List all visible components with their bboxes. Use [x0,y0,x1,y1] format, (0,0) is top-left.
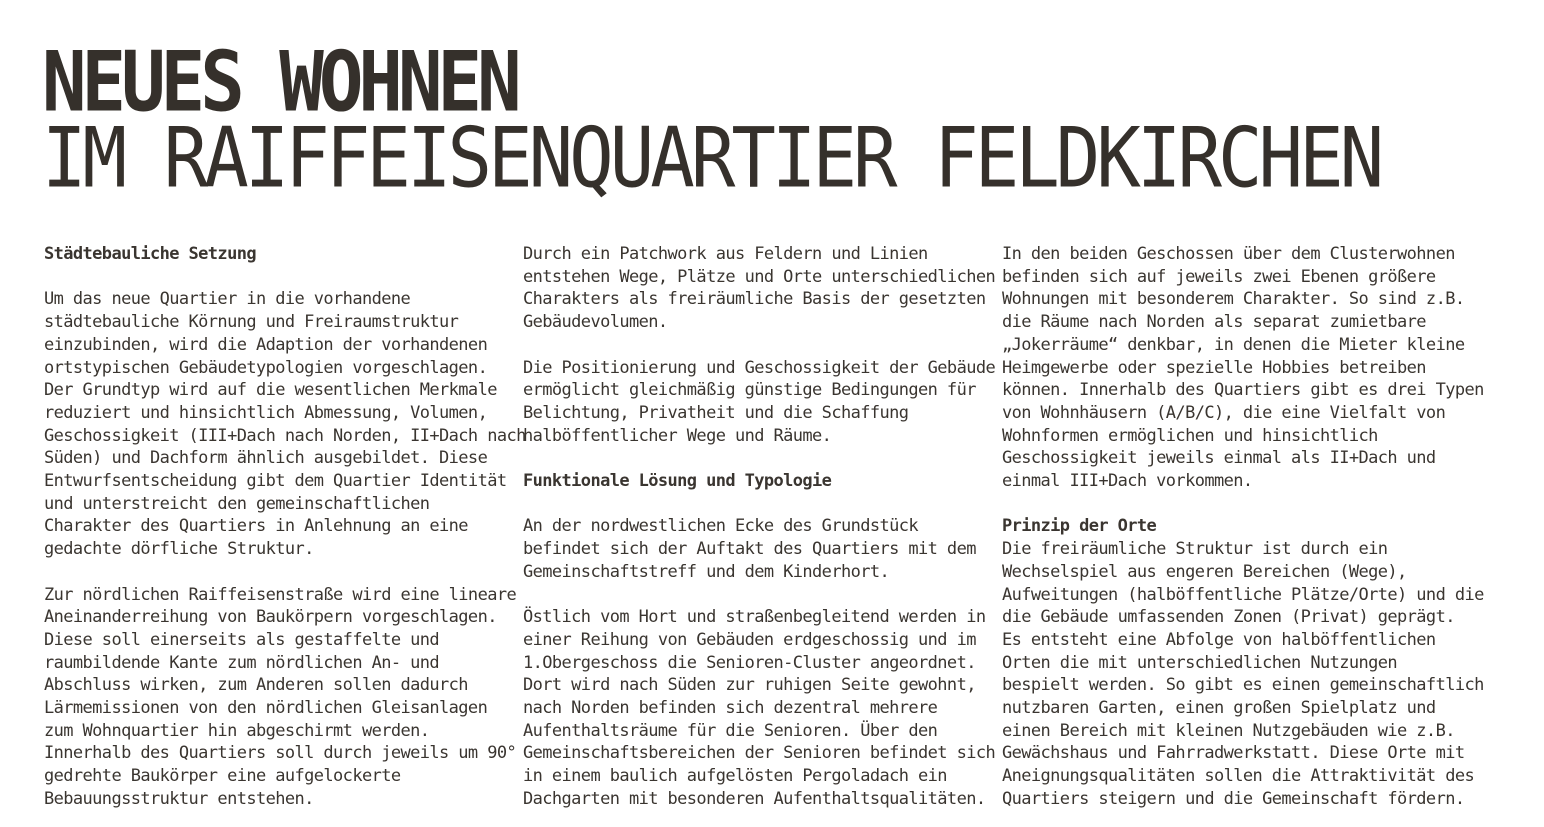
text-line: An der nordwestlichen Ecke des Grundstück [523,516,919,537]
text-line: einer Reihung von Gebäuden erdgeschossig und im [523,629,976,650]
text-line: Charakter des Quartiers in Anlehnung an eine [44,516,468,537]
paragraph-gap [44,266,514,289]
text-line: Wohnformen ermöglichen und hinsichtlich [1002,425,1378,446]
text-line: Heimgewerbe oder spezielle Hobbies betreiben [1002,357,1426,378]
text-line: zum Wohnquartier hin abgeschirmt werden. [44,720,430,741]
text-line: ermöglicht gleichmäßig günstige Bedingungen für [523,380,976,401]
title-line-2: IM RAIFFEISENQUARTIER FELDKIRCHEN [42,110,1381,207]
text-line: einzubinden, wird die Adaption der vorhandenen [44,334,488,355]
text-line: Abschluss wirken, zum Anderen sollen dadurch [44,675,468,696]
paragraph-gap [44,561,514,584]
text-column-2 [523,243,996,811]
text-line: Aufenthaltsräume für die Senioren. Über den [523,720,938,741]
text-line: Gemeinschaftsbereichen der Senioren befindet sich [523,743,996,764]
paragraph-gap [523,493,993,516]
text-line: Wechselspiel aus engeren Bereichen (Wege), [1002,561,1407,582]
text-line: gedrehte Baukörper eine aufgelockerte [44,766,401,787]
text-line: Orten die mit unterschiedlichen Nutzungen [1002,652,1398,673]
paragraph [523,357,996,448]
section-heading: Städtebauliche Setzung [44,244,256,264]
text-line: einen Bereich mit kleinen Nutzgebäuden wie z.B. [1002,720,1455,741]
section-heading: Prinzip der Orte [1002,516,1157,537]
text-line: Zur nördlichen Raiffeisenstraße wird eine lineare [44,584,517,605]
text-line: gedachte dörfliche Struktur. [44,539,314,560]
text-line: Der Grundtyp wird auf die wesentlichen Merkmale [44,380,497,401]
text-line: Wohnungen mit besonderem Charakter. So sind z.B. [1002,289,1465,310]
text-line: städtebauliche Körnung und Freiraumstruktur [44,312,459,333]
paragraph [523,515,993,583]
text-line: Bebauungsstruktur entstehen. [44,788,314,809]
text-line: Quartiers steigern und die Gemeinschaft fördern. [1002,788,1465,809]
text-line: Es entsteht eine Abfolge von halböffentlichen [1002,629,1436,650]
paragraph [523,606,996,810]
text-line: Gemeinschaftstreff und dem Kinderhort. [523,561,890,582]
text-line: Geschossigkeit (III+Dach nach Norden, II+Dach nach [44,425,526,446]
text-line: Belichtung, Privatheit und die Schaffung [523,402,909,423]
text-line: Entwurfsentscheidung gibt dem Quartier Identität [44,471,507,492]
text-line: Um das neue Quartier in die vorhandene [44,289,411,310]
text-line: Die freiräumliche Struktur ist durch ein [1002,539,1388,560]
text-line: Die Positionierung und Geschossigkeit der Gebäude [523,357,996,378]
text-line: befinden sich auf jeweils zwei Ebenen größere [1002,266,1436,287]
text-line: Aneinanderreihung von Baukörpern vorgeschlagen. [44,607,497,628]
paragraph [44,584,517,811]
text-line: reduziert und hinsichtlich Abmessung, Volumen, [44,402,488,423]
text-line: bespielt werden. So gibt es einen gemeinschaftlich [1002,675,1484,696]
text-line: können. Innerhalb des Quartiers gibt es drei Typen [1002,380,1484,401]
paragraph-gap [523,584,993,607]
text-line: halböffentlicher Wege und Räume. [523,425,832,446]
text-line: 1.Obergeschoss die Senioren-Cluster angeordnet. [523,652,976,673]
paragraph-gap [523,334,993,357]
text-line: Diese soll einerseits als gestaffelte und [44,629,440,650]
text-line: entstehen Wege, Plätze und Orte unterschiedlichen [523,266,996,287]
text-line: die Gebäude umfassenden Zonen (Privat) geprägt. [1002,607,1455,628]
paragraph [1002,243,1484,493]
paragraph [44,288,526,560]
text-column-3 [1002,243,1484,811]
text-line: ortstypischen Gebäudetypologien vorgeschlagen. [44,357,488,378]
text-line: Östlich vom Hort und straßenbegleitend werden in [523,607,986,628]
text-line: Durch ein Patchwork aus Feldern und Linien [523,244,928,264]
text-line: Dort wird nach Süden zur ruhigen Seite gewohnt, [523,675,976,696]
text-line: Aufweitungen (halböffentliche Plätze/Orte) und die [1002,584,1484,605]
text-line: nutzbaren Garten, einen großen Spielplatz und [1002,698,1436,719]
text-line: befindet sich der Auftakt des Quartiers mit dem [523,539,976,560]
text-line: nach Norden befinden sich dezentral mehrere [523,698,938,718]
text-line: Charakters als freiräumliche Basis der gesetzten [523,289,986,310]
text-line: In den beiden Geschossen über dem Clusterwohnen [1002,244,1455,264]
text-line: in einem baulich aufgelösten Pergoladach ein [523,766,947,787]
text-line: Geschossigkeit jeweils einmal als II+Dach und [1002,448,1436,469]
text-line: von Wohnhäusern (A/B/C), die eine Vielfalt von [1002,402,1446,423]
text-column-1 [44,243,526,811]
text-line: und unterstreicht den gemeinschaftlichen [44,493,430,514]
text-line: Dachgarten mit besonderen Aufenthaltsqualitäten. [523,788,986,809]
text-line: Gewächshaus und Fahrradwerkstatt. Diese Orte mit [1002,743,1465,764]
text-line: Süden) und Dachform ähnlich ausgebildet. Diese [44,448,488,469]
paragraph [523,243,996,334]
text-line: raumbildende Kante zum nördlichen An- und [44,652,440,673]
title-line-1: NEUES WOHNEN [42,34,517,131]
section-heading: Funktionale Lösung und Typologie [523,471,832,491]
page-title [42,34,1512,207]
text-line: Lärmemissionen von den nördlichen Gleisanlagen [44,698,488,719]
paragraph-gap [1002,493,1472,516]
text-line: die Räume nach Norden als separat zumietbare [1002,312,1426,333]
text-line: Innerhalb des Quartiers soll durch jeweils um 90° [44,743,517,764]
text-line: „Jokerräume“ denkbar, in denen die Mieter kleine [1002,334,1465,355]
paragraph-gap [523,447,993,470]
text-line: Aneignungsqualitäten sollen die Attraktivität des [1002,766,1475,787]
text-line: Gebäudevolumen. [523,312,668,333]
paragraph [1002,538,1484,810]
text-line: einmal III+Dach vorkommen. [1002,471,1253,492]
